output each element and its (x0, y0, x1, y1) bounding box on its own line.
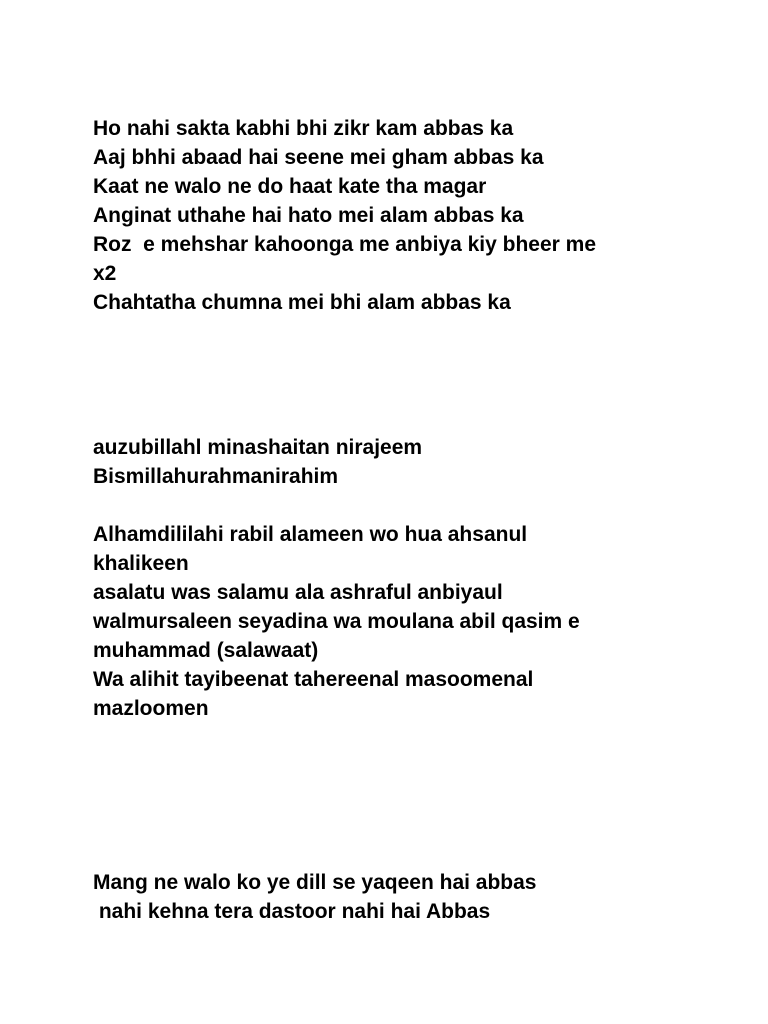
recitation-line: muhammad (salawaat) (93, 639, 319, 662)
verse-line: Ho nahi sakta kabhi bhi zikr kam abbas ka (93, 117, 514, 140)
paragraph-closing-verse (93, 868, 753, 926)
recitation-line: khalikeen (93, 552, 189, 575)
recitation-line: Alhamdililahi rabil alameen wo hua ahsanul (93, 523, 528, 546)
verse-line: Kaat ne walo ne do haat kate tha magar (93, 175, 487, 198)
paragraph-manqabat-verse (93, 114, 753, 317)
verse-line: Aaj bhhi abaad hai seene mei gham abbas ka (93, 146, 544, 169)
paragraph-opening-recitation (93, 433, 753, 723)
recitation-line: Wa alihit tayibeenat tahereenal masoomenal (93, 668, 534, 691)
verse-line: Mang ne walo ko ye dill se yaqeen hai abbas (93, 871, 537, 894)
verse-line: nahi kehna tera dastoor nahi hai Abbas (93, 900, 491, 923)
verse-line: x2 (93, 262, 117, 285)
verse-line: Roz e mehshar kahoonga me anbiya kiy bheer me (93, 233, 597, 256)
recitation-line: asalatu was salamu ala ashraful anbiyaul (93, 581, 503, 604)
recitation-line: mazloomen (93, 697, 209, 720)
recitation-line: walmursaleen seyadina wa moulana abil qasim e (93, 610, 580, 633)
verse-line: Chahtatha chumna mei bhi alam abbas ka (93, 291, 511, 314)
blank-line (93, 491, 753, 520)
verse-line: Anginat uthahe hai hato mei alam abbas ka (93, 204, 524, 227)
recitation-line: auzubillahl minashaitan nirajeem (93, 436, 423, 459)
recitation-line: Bismillahurahmanirahim (93, 465, 339, 488)
